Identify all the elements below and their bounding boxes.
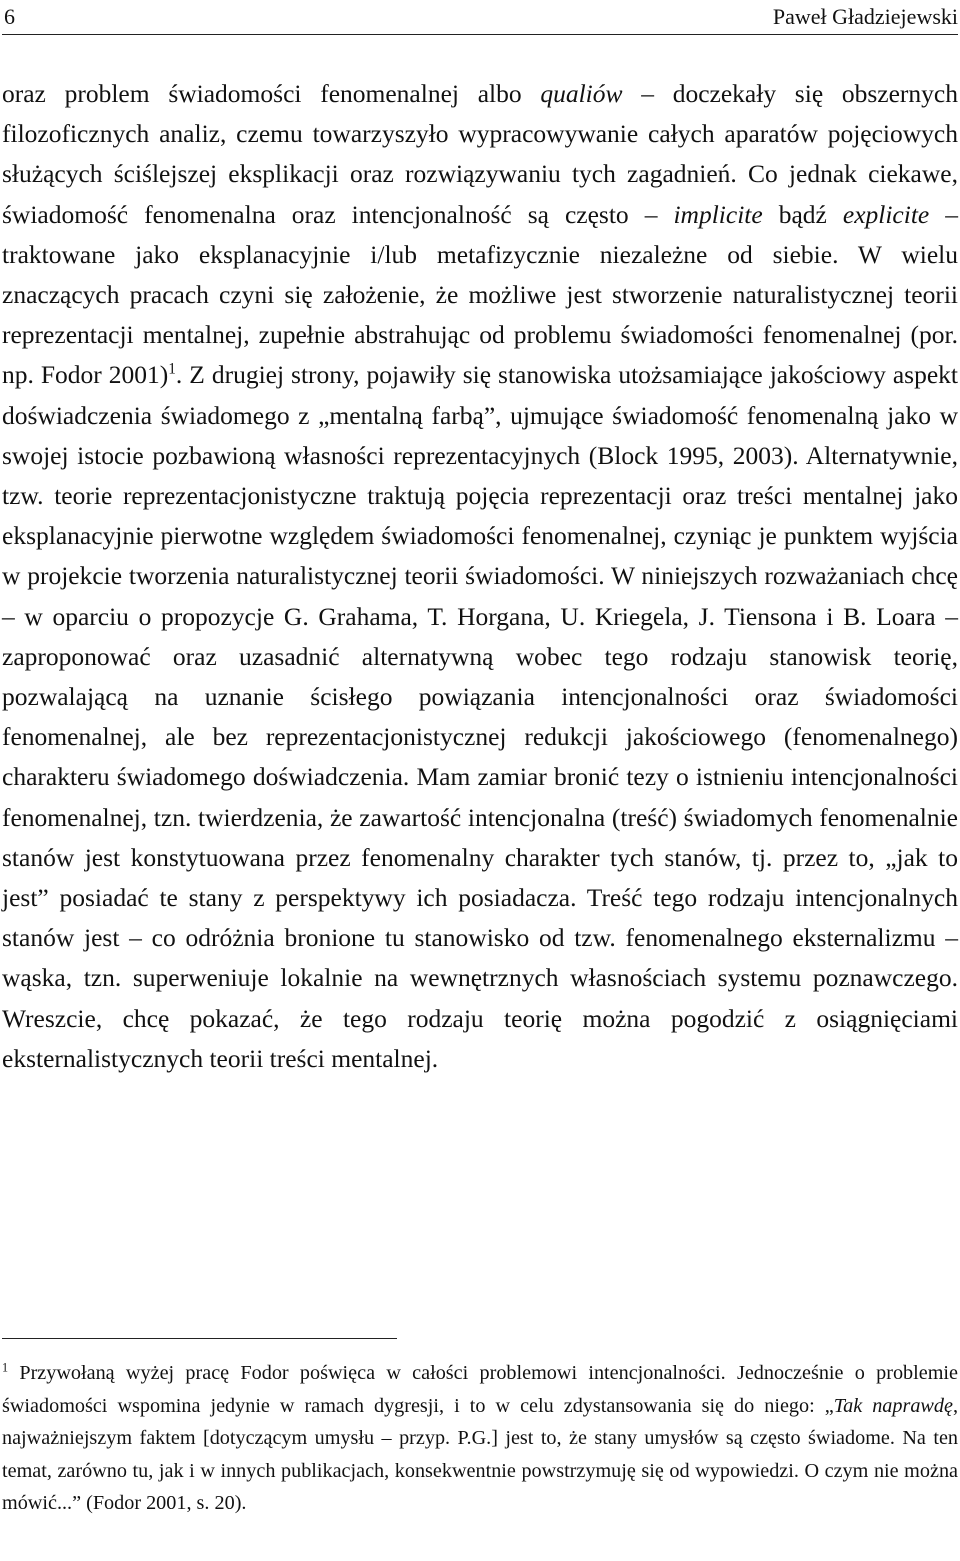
italic-term-implicite: implicite [673, 199, 763, 229]
footnote-text-segment: Przywołaną wyżej pracę Fodor poświęca w całości problemowi intencjonalności. Jednocześnie o problemie świadomości wspomina jedynie w ramach dygresji, i to w celu zdystansowania się do niego: „ [2, 1362, 958, 1417]
italic-term-explicite: explicite [842, 199, 930, 229]
running-header-author: Paweł Gładziejewski [772, 4, 958, 29]
footnote-marker: 1 [2, 1360, 9, 1375]
footnote-reference[interactable]: 1 [168, 360, 176, 378]
text-segment: . Z drugiej strony, pojawiły się stanowiska utożsamiające jakościowy aspekt doświadczenia świadomego z „mentalną farbą”, ujmujące świadomość fenomenalną jako w swojej istocie pozbawioną własności reprezentacyjnych (Block 1995, 2003). Alternatywnie, tzw. teorie reprezentacjonistyczne traktują pojęcia reprezentacji oraz treści mentalnej jako eksplanacyjnie pierwotne względem świadomości fenomenalnej, czyniąc je punktem wyjścia w projekcie tworzenia naturalistycznej teorii świadomości. W niniejszych rozważaniach chcę – w oparciu o propozycje G. Grahama, T. Horgana, U. Kriegela, J. Tiensona i B. Loara – zaproponować oraz uzasadnić alternatywną wobec tego rodzaju stanowisk teorię, pozwalającą na uznanie ścisłego powiązania intencjonalności oraz świadomości fenomenalnej, ale bez reprezentacjonistycznej redukcji jakościowego (fenomenalnego) charakteru świadomego doświadczenia. Mam zamiar bronić tezy o istnieniu intencjonalności fenomenalnej, tzn. twierdzenia, że zawartość intencjonalna (treść) świadomych fenomenalnie stanów jest konstytuowana przez fenomenalny charakter tych stanów, tj. przez to, „jak to jest” posiadać te stany z perspektywy ich posiadacza. Treść tego rodzaju intencjonalnych stanów jest – co odróżnia bronione tu stanowisko od tzw. fenomenalnego eksternalizmu – wąska, tzn. superweniuje lokalnie na wewnętrznych własnościach systemu poznawczego. Wreszcie, chcę pokazać, że tego rodzaju teorię można pogodzić z osiągnięciami eksternalistycznych teorii treści mentalnej. [2, 360, 958, 1073]
footnote-text-segment: , najważniejszym faktem [dotyczącym umysłu – przyp. P.G.] jest to, że stany umysłów są często świadome. Na ten temat, zarówno tu, jak i w innych publikacjach, konsekwentnie powstrzymuję się od wypowiedzi. O czym nie można mówić...” (Fodor 2001, s. 20). [2, 1394, 958, 1514]
main-text [2, 74, 958, 1079]
paragraph [2, 74, 958, 1079]
running-header [2, 0, 958, 35]
text-segment: – doczekały się obszernych filozoficznych analiz, czemu towarzyszyło wypracowywanie całych aparatów pojęciowych służących ściślejszej eksplikacji oraz rozwiązywaniu tych zagadnień. Co jednak ciekawe, świadomość fenomenalna oraz intencjonalność są często – [2, 79, 958, 229]
footnote-italic-quote: Tak naprawdę [833, 1394, 953, 1417]
text-segment: bądź [762, 199, 843, 229]
text-segment: – traktowane jako eksplanacyjnie i/lub metafizycznie niezależne od siebie. W wielu znaczących pracach czyni się założenie, że możliwe jest stworzenie naturalistycznej teorii reprezentacji mentalnej, zupełnie abstrahując od problemu świadomości fenomenalnej (por. np. Fodor 2001) [2, 199, 959, 390]
footnote-divider [2, 1338, 397, 1339]
text-segment: oraz problem świadomości fenomenalnej albo [2, 79, 541, 108]
footnote [2, 1357, 958, 1520]
page-number: 6 [4, 4, 15, 29]
italic-term-qualia: qualiów [540, 79, 623, 108]
